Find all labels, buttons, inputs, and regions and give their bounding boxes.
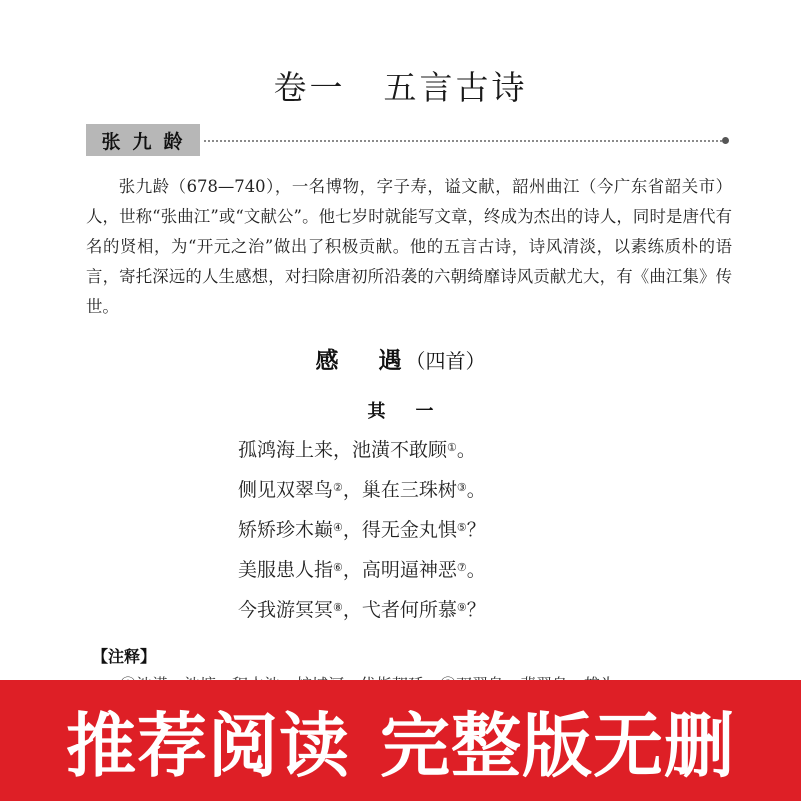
poem-section-heading [0,397,801,423]
verse-text: ，高明逼神恶 [342,559,457,581]
chapter-volume: 卷一 [273,68,346,107]
verse-text: 。 [456,439,476,461]
footnote-marker: ⑦ [456,561,467,574]
banner-text-recommend: 推荐阅读 [66,705,350,787]
verse-line [238,512,568,552]
verse-line [238,472,568,512]
author-name-tag: 张九龄 [86,124,200,156]
notes-heading: 【注释】 [92,647,157,666]
poem-title-char-2: 遇 [378,347,402,374]
section-char-1: 其 [367,401,386,422]
poem-title-char-1: 感 [315,347,339,374]
verse-text: ，弋者何所慕 [342,599,457,621]
verse-text: ，巢在三珠树 [342,479,457,501]
verse-line [238,592,568,632]
verse-punct: ？ [466,519,486,541]
verse-text: 美服患人指 [238,559,334,581]
divider-end-dot [722,137,729,144]
promo-banner-text [66,690,735,791]
section-char-2: 一 [415,401,434,422]
promo-banner [0,680,801,801]
verse-text: 矫矫珍木巅 [238,519,334,541]
footnote-marker: ① [447,441,457,454]
footnote-marker: ④ [333,521,343,534]
verse-text: 孤鸿海上来，池潢不敢顾 [238,439,448,461]
footnote-marker: ⑧ [333,601,343,614]
footnote-marker: ⑥ [333,561,343,574]
verse-text: ，得无金丸惧 [342,519,457,541]
verse-line [238,432,568,472]
banner-text-complete: 完整版无删 [380,705,735,787]
poem-subtitle: （四首） [405,349,486,373]
footnote-marker: ③ [456,481,467,494]
author-intro-paragraph: 张九龄（678—740），一名博物，字子寿，谥文献，韶州曲江（今广东省韶关市）人，世称“张曲江”或“文献公”。他七岁时就能写文章，终成为杰出的诗人，同时是唐代有名的贤相，为“开元之治”做出了积极贡献。他的五言古诗，诗风清淡，以素练质朴的语言，寄托深远的人生感想，对扫除唐初所沿袭的六朝绮靡诗风贡献尤大，有《曲江集》传世。 [86,177,732,316]
chapter-genre: 五言古诗 [383,68,528,107]
footnote-marker: ② [333,481,343,494]
footnote-marker: ⑤ [456,521,467,534]
chapter-title [0,62,801,109]
verse-text: 侧见双翠鸟 [238,479,334,501]
verse-text: 今我游冥冥 [238,599,334,621]
poem-verses [238,432,568,632]
verse-punct: ？ [466,599,486,621]
verse-punct: 。 [466,559,486,581]
poem-title [0,342,801,375]
dotted-divider [204,140,722,142]
verse-punct: 。 [466,479,486,501]
footnote-marker: ⑨ [456,601,467,614]
verse-line [238,552,568,592]
